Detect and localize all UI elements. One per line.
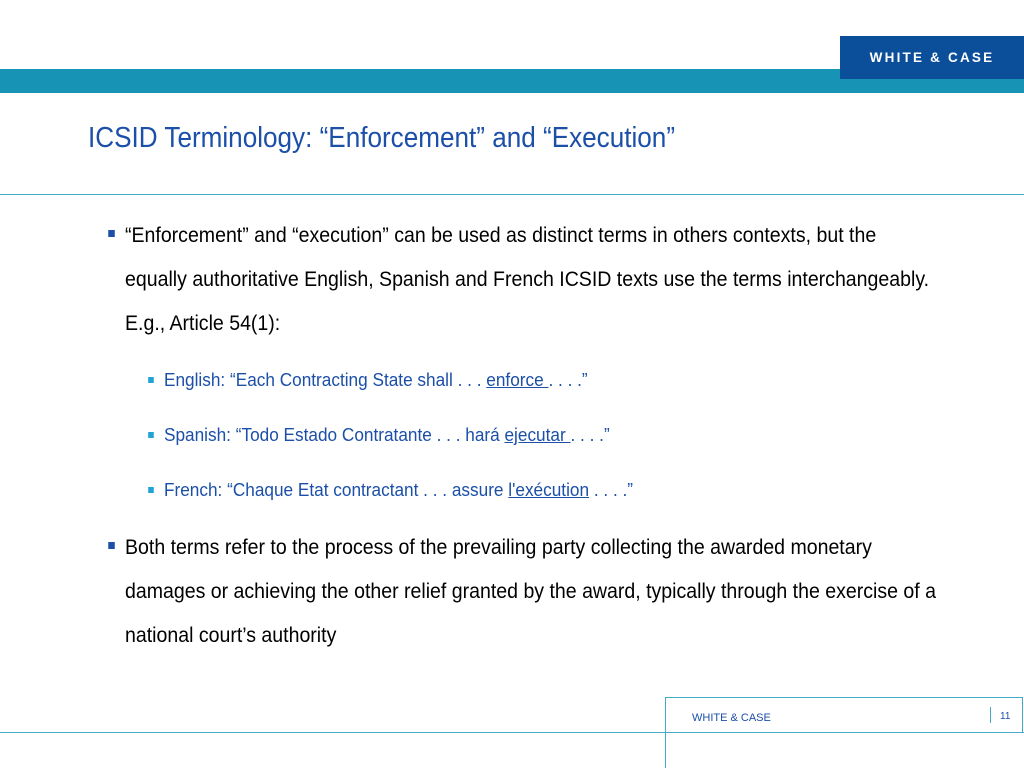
subbullet-text-end: . . . .” bbox=[548, 369, 588, 390]
bullet-text: Both terms refer to the process of the prevailing party collecting the awarded monetary damages or achieving the other relief granted by the award, typically through the exercise of a national court’s authority bbox=[125, 536, 936, 647]
subbullet-text: French: “Chaque Etat contractant . . . assure bbox=[164, 479, 509, 500]
subbullet-text-end: . . . .” bbox=[570, 424, 610, 445]
subbullet-spanish bbox=[164, 424, 610, 446]
footer-left-panel bbox=[0, 733, 666, 768]
underlined-term: ejecutar bbox=[504, 424, 571, 445]
underlined-term: l'exécution bbox=[508, 479, 590, 500]
square-bullet-icon bbox=[148, 377, 154, 383]
white-and-case-logo bbox=[840, 36, 1024, 79]
bullet-process-meaning bbox=[125, 526, 943, 658]
footer-separator bbox=[990, 707, 991, 723]
logo-text: WHITE & CASE bbox=[869, 50, 995, 65]
subbullet-english bbox=[164, 369, 588, 391]
underlined-term: enforce bbox=[486, 369, 549, 390]
bullet-text: “Enforcement” and “execution” can be used as distinct terms in others contexts, but the equally authoritative English, Spanish and French ICSID texts use the terms interchangeably. E.g., Article 54(1): bbox=[125, 224, 930, 335]
subbullet-text: English: “Each Contracting State shall . . . bbox=[164, 369, 487, 390]
footer-brand: WHITE & CASE bbox=[692, 712, 771, 724]
slide-title: ICSID Terminology: “Enforcement” and “Execution” bbox=[88, 122, 676, 154]
square-bullet-icon bbox=[148, 432, 154, 438]
bullet-enforcement-execution bbox=[125, 214, 943, 346]
page-number: 11 bbox=[1000, 711, 1011, 722]
title-divider bbox=[0, 194, 1024, 195]
square-bullet-icon bbox=[148, 487, 154, 493]
subbullet-text-end: . . . .” bbox=[589, 479, 634, 500]
subbullet-french bbox=[164, 479, 633, 501]
square-bullet-icon bbox=[108, 542, 115, 549]
square-bullet-icon bbox=[108, 230, 115, 237]
subbullet-text: Spanish: “Todo Estado Contratante . . . hará bbox=[164, 424, 505, 445]
